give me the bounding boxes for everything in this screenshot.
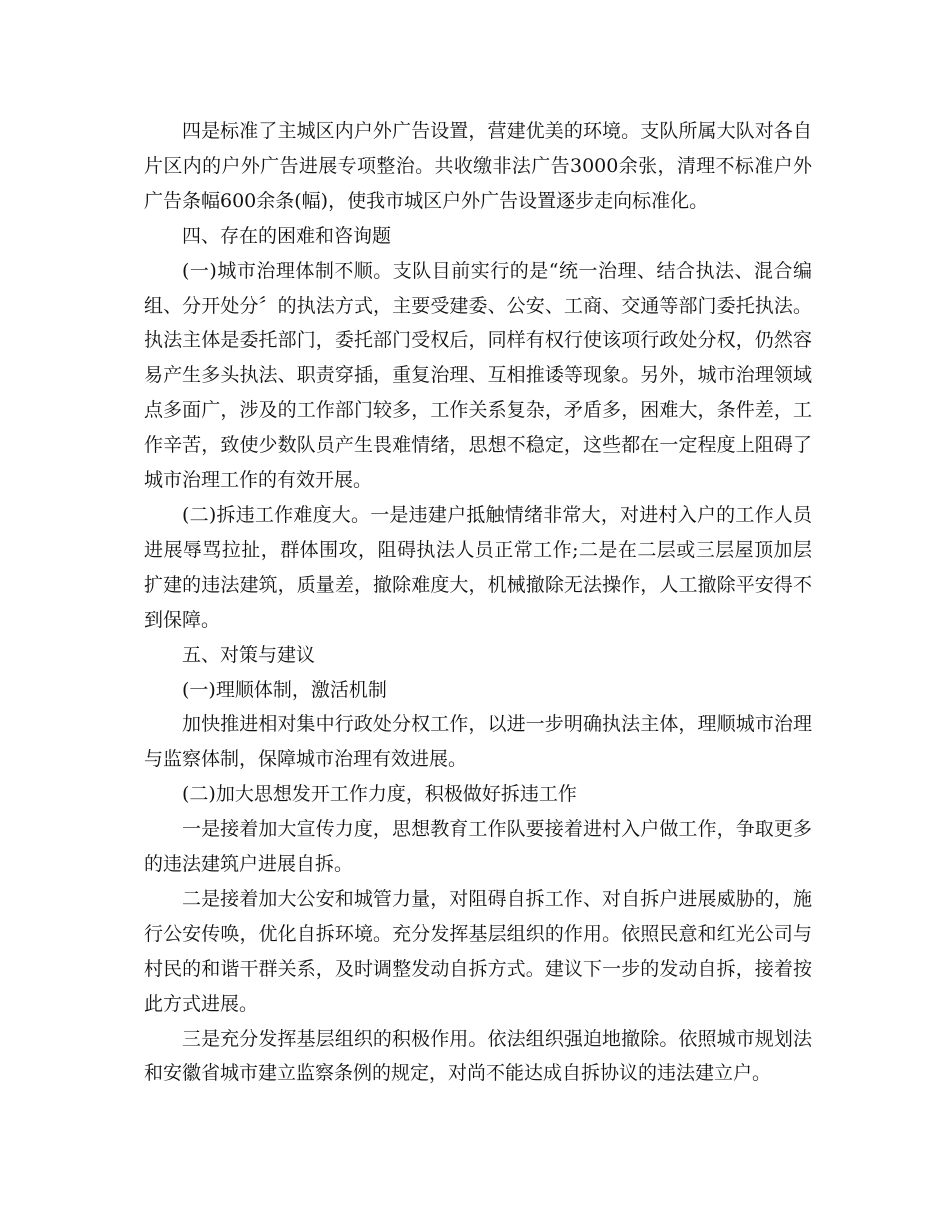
subheading-system-mechanism: (一)理顺体制，激活机制 <box>182 678 387 701</box>
section-heading-suggestions: 五、对策与建议 <box>182 643 316 666</box>
paragraph-management-system: (一)城市治理体制不顺。支队目前实行的是“统一治理、结合执法、混合编组、分开处分〞的执法方式，主要受建委、公安、工商、交通等部门委托执法。执法主体是委托部门，委托部门受权后，同样有权行使该项行政处分权，仍然容易产生多头执法、职责穿插，重复治理、互相推诿等现象。另外，城市治理领域点多面广，涉及的工作部门较多，工作关系复杂，矛盾多，困难大，条件差，工作辛苦，致使少数队员产生畏难情绪，思想不稳定，这些都在一定程度上阻碍了城市治理工作的有效开展。 <box>144 259 812 492</box>
paragraph-police-enforcement: 二是接着加大公安和城管力量，对阻碍自拆工作、对自拆户进展威胁的，施行公安传唤，优化自拆环境。充分发挥基层组织的作用。依照民意和红光公司与村民的和谐干群关系，及时调整发动自拆方式。建议下一步的发动自拆，接着按此方式进展。 <box>144 887 812 1015</box>
document-body <box>144 114 812 1091</box>
paragraph-demolition-difficulty: (二)拆违工作难度大。一是违建户抵触情绪非常大，对进村入户的工作人员进展辱骂拉扯，群体围攻，阻碍执法人员正常工作;二是在二层或三层屋顶加层扩建的违法建筑，质量差，撤除难度大，机械撤除无法操作，人工撤除平安得不到保障。 <box>144 503 812 631</box>
section-heading-difficulties: 四、存在的困难和咨询题 <box>182 224 392 247</box>
paragraph-accelerate-reform: 加快推进相对集中行政处分权工作，以进一步明确执法主体，理顺城市治理与监察体制，保障城市治理有效进展。 <box>144 713 812 771</box>
paragraph-grassroots-role: 三是充分发挥基层组织的积极作用。依法组织强迫地撤除。依照城市规划法和安徽省城市建立监察条例的规定，对尚不能达成自拆协议的违法建立户。 <box>144 1027 812 1085</box>
paragraph-publicity: 一是接着加大宣传力度，思想教育工作队要接着进村入户做工作，争取更多的违法建筑户进展自拆。 <box>144 818 812 876</box>
subheading-demolition-work: (二)加大思想发开工作力度，积极做好拆违工作 <box>182 783 577 806</box>
paragraph-outdoor-ads: 四是标准了主城区内户外广告设置，营建优美的环境。支队所属大队对各自片区内的户外广告进展专项整治。共收缴非法广告3000余张，清理不标准户外广告条幅600余条(幅)，使我市城区户外广告设置逐步走向标准化。 <box>144 120 812 212</box>
